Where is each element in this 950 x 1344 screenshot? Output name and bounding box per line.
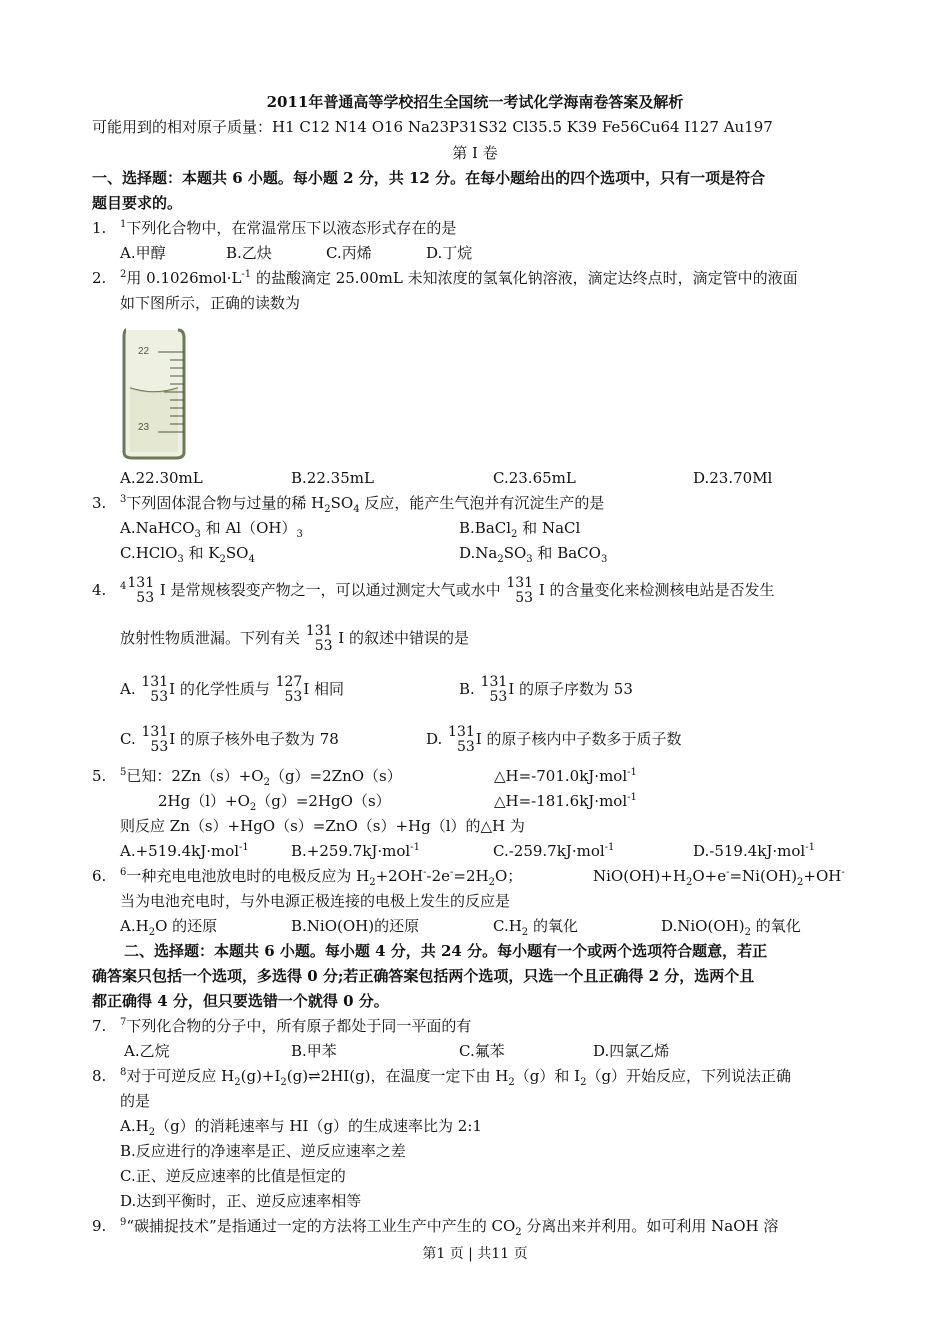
q6-option-a: $A.H_2O$ 的还原 <box>120 917 218 938</box>
q8-option-b: B.反应进行的净速率是正、逆反应速率之差 <box>120 1142 406 1160</box>
q2-option-d: D.23.70Ml <box>693 469 773 487</box>
q7-option-a: A.乙烷 <box>124 1042 170 1060</box>
q5-enthalpy-1: △H=-701.0kJ·mol$^{-1}$ <box>494 767 637 785</box>
q7-option-d: D.四氯乙烯 <box>593 1042 670 1060</box>
q2-stem-1: $^2$用 $0.1026mol\cdot L^{-1}$ 的盐酸滴定 25.00mL 未知浓度的氢氧化钠溶液，滴定达终点时，滴定管中的液面 <box>120 269 798 287</box>
q4-option-d: D. 131 53 I 的原子核内中子数多于质子数 <box>426 724 682 755</box>
q1-option-d: D.丁烷 <box>426 244 473 262</box>
q2-option-a: A.22.30mL <box>120 469 203 487</box>
burette-figure <box>118 326 190 462</box>
volume-label: 第 I 卷 <box>452 144 498 162</box>
q1-number: 1. <box>92 219 107 237</box>
q8-stem-1: $^8$对于可逆反应 $H_2(g)+I_2(g)\rightleftharpoons 2HI(g)$，在温度一定下由 $H_2(g)$和 $I_2(g)$开始反应，下列说法正确 <box>120 1067 792 1088</box>
q6-option-d: $D.NiO(OH)_2$ 的氧化 <box>661 917 801 938</box>
q7-option-b: B.甲苯 <box>291 1042 337 1060</box>
q3-number: 3. <box>92 494 107 512</box>
q5-number: 5. <box>92 767 107 785</box>
q3-stem: $^3$下列固体混合物与过量的稀 $H_2SO_4$ 反应，能产生气泡并有沉淀生产的是 <box>120 494 605 515</box>
q9-number: 9. <box>92 1217 107 1235</box>
q5-option-d: D.-519.4kJ·mol$^{-1}$ <box>693 842 815 860</box>
q8-option-d: D.达到平衡时，正、逆反应速率相等 <box>120 1192 362 1210</box>
section1-instructions-1: 一、选择题：本题共 6 小题。每小题 2 分，共 12 分。在每小题给出的四个选项中，只有一项是符合 <box>92 169 766 187</box>
q6-option-c: $C.H_2$ 的氧化 <box>493 917 578 938</box>
q3-option-a: A.NaHCO$_3$ 和 $Al(OH)_3$ <box>120 519 303 540</box>
q2-stem-2: 如下图所示，正确的读数为 <box>120 294 301 312</box>
q9-stem: $^9$“碳捕捉技术”是指通过一定的方法将工业生产中产生的 $CO_2$ 分离出来并利用。如可利用 NaOH 溶 <box>120 1217 779 1238</box>
q3-option-c: C.HClO$_3$ 和 $K_2SO_4$ <box>120 544 255 565</box>
q4-option-a: A. 131 53 I 的化学性质与 127 53 I 相同 <box>120 674 345 705</box>
q8-option-a: $A.H_2(g)$的消耗速率与 HI（g）的生成速率比为 2:1 <box>120 1117 482 1138</box>
q6-stem-2: 当为电池充电时，与外电源正极连接的电极上发生的反应是 <box>120 892 511 910</box>
q1-option-a: A.甲醇 <box>120 244 166 262</box>
section2-instructions-1: 二、选择题：本题共 6 小题。每小题 4 分，共 24 分。每小题有一个或两个选项符合题意，若正 <box>124 942 768 960</box>
q5-option-a: A.+519.4kJ·mol$^{-1}$ <box>120 842 249 860</box>
q5-option-b: B.+259.7kJ·mol$^{-1}$ <box>291 842 420 860</box>
q4-number: 4. <box>92 581 107 599</box>
q8-number: 8. <box>92 1067 107 1085</box>
q1-stem: $^1$下列化合物中，在常温常压下以液态形式存在的是 <box>120 219 457 237</box>
q7-number: 7. <box>92 1017 107 1035</box>
q1-option-b: B.乙炔 <box>226 244 272 262</box>
q6-equation-2: $NiO(OH)+H_2O+e^-=Ni(OH)_2+OH^-$ <box>593 867 845 888</box>
q3-option-d: $D.Na_2SO_3$ 和 BaCO$_3$ <box>459 544 608 565</box>
q5-equation-1: $^5$已知：$2Zn(s)+O_2(g)=2ZnO(s)$ <box>120 767 402 788</box>
q6-number: 6. <box>92 867 107 885</box>
q2-option-b: B.22.35mL <box>291 469 374 487</box>
q8-stem-2: 的是 <box>120 1092 151 1110</box>
q5-enthalpy-2: △H=-181.6kJ·mol$^{-1}$ <box>494 792 637 810</box>
q3-option-b: B.BaCl$_2$ 和 NaCl <box>459 519 581 540</box>
q4-stem-1: $^4$ 131 53 I 是常规核裂变产物之一，可以通过测定大气或水中 131 53 I 的含量变化来检测核电站是否发生 <box>120 575 775 606</box>
atomic-masses: 可能用到的相对原子质量：H1 C12 N14 O16 Na23P31S32 Cl35.5 K39 Fe56Cu64 I127 Au197 <box>92 118 773 136</box>
q4-option-c: C. 131 53 I 的原子核外电子数为 78 <box>120 724 339 755</box>
q2-number: 2. <box>92 269 107 287</box>
q4-option-b: B. 131 53 I 的原子序数为 53 <box>459 674 633 705</box>
section2-instructions-2: 确答案只包括一个选项，多选得 0 分;若正确答案包括两个选项，只选一个且正确得 2 分，选两个且 <box>92 967 755 985</box>
q5-option-c: C.-259.7kJ·mol$^{-1}$ <box>493 842 615 860</box>
q6-stem-1: $^6$一种充电电池放电时的电极反应为 $H_2+2OH^--2e^-=2H_2O$； <box>120 867 523 888</box>
burette-label-22: 22 <box>138 346 150 357</box>
q8-option-c: C.正、逆反应速率的比值是恒定的 <box>120 1167 346 1185</box>
doc-title: 2011年普通高等学校招生全国统一考试化学海南卷答案及解析 <box>266 93 684 111</box>
q7-stem: $^7$下列化合物的分子中，所有原子都处于同一平面的有 <box>120 1017 472 1035</box>
section2-instructions-3: 都正确得 4 分，但只要选错一个就得 0 分。 <box>92 992 389 1010</box>
burette-label-23: 23 <box>138 422 150 433</box>
q5-question: 则反应 Zn（s）+HgO（s）=ZnO（s）+Hg（l）的△H 为 <box>120 817 525 835</box>
q5-equation-2: $2Hg(l)+O_2(g)=2HgO(s)$ <box>158 792 391 813</box>
q2-option-c: C.23.65mL <box>493 469 576 487</box>
q7-option-c: C.氟苯 <box>459 1042 505 1060</box>
q4-stem-2: 放射性物质泄漏。下列有关 131 53 I 的叙述中错误的是 <box>120 623 469 654</box>
q1-option-c: C.丙烯 <box>326 244 372 262</box>
section1-instructions-2: 题目要求的。 <box>92 194 183 212</box>
q6-option-b: B.NiO(OH)的还原 <box>291 917 420 935</box>
page-footer: 第1 页 | 共11 页 <box>422 1246 528 1262</box>
